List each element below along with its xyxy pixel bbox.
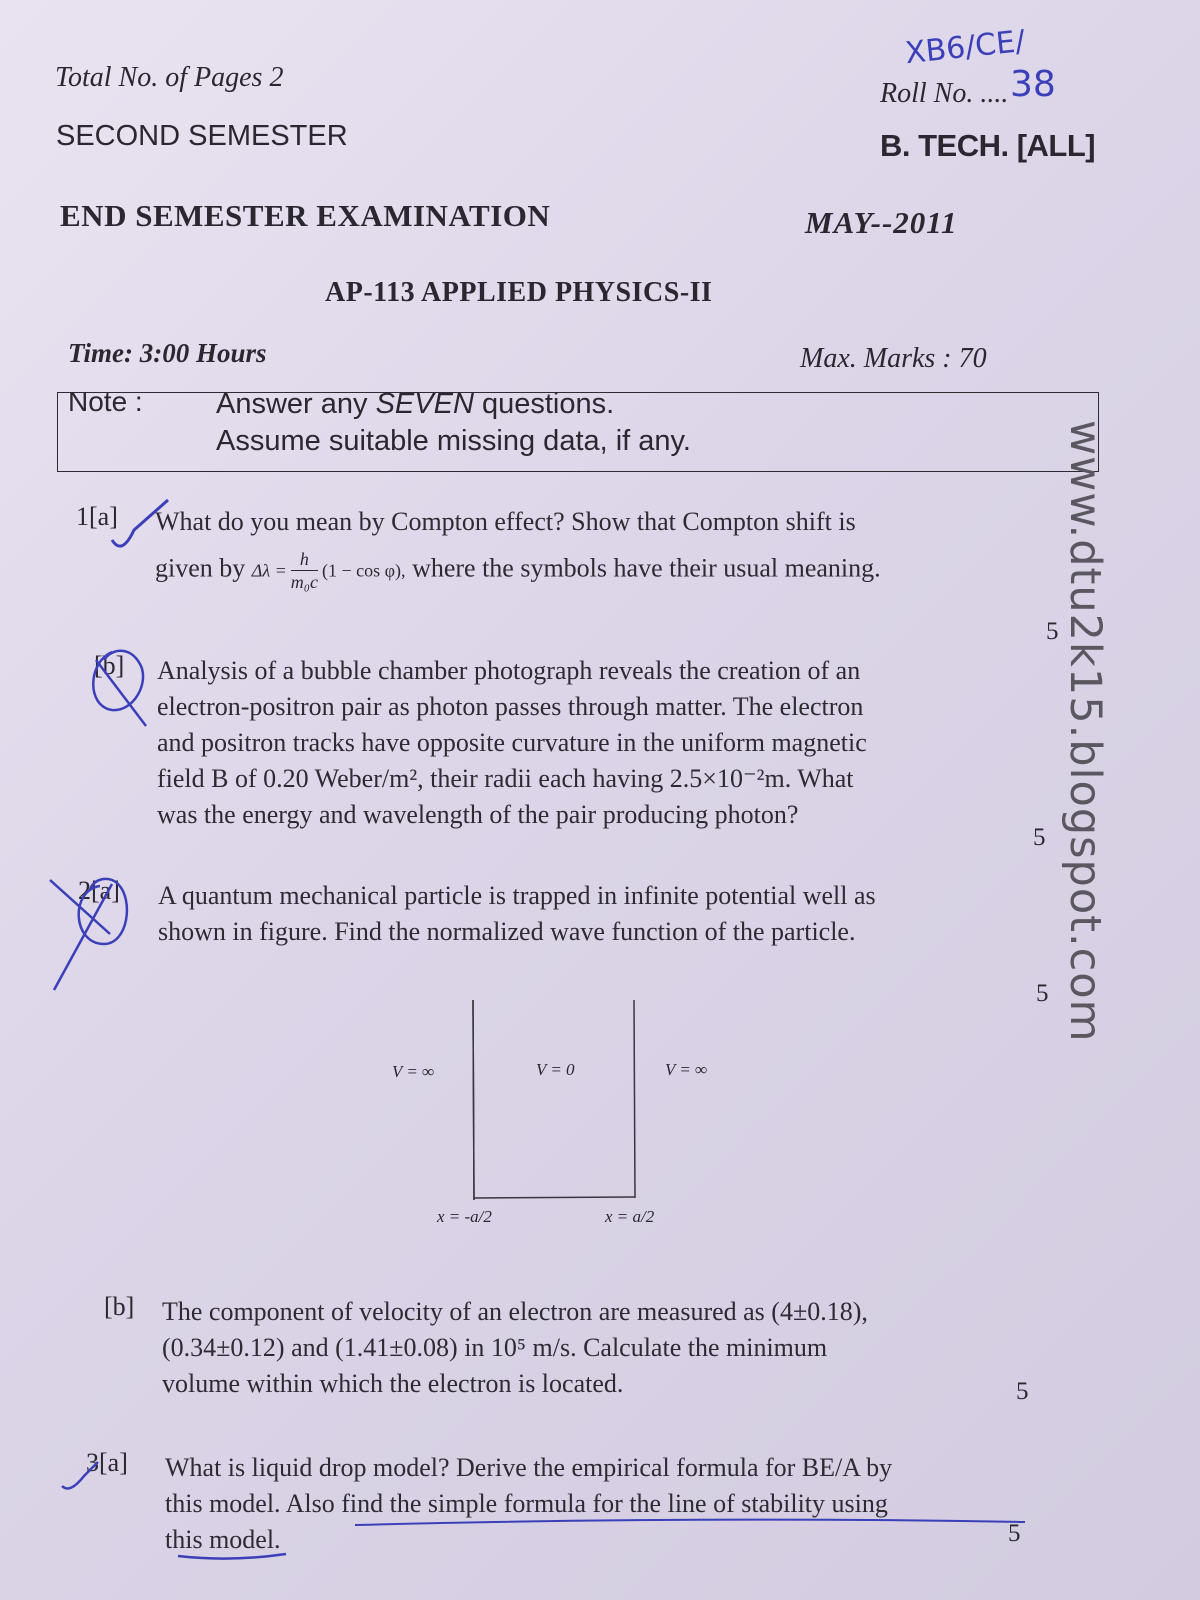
label-x-right: x = a/2 bbox=[605, 1207, 655, 1226]
question-2a-line: shown in figure. Find the normalized wave function of the particle. bbox=[158, 917, 856, 946]
note-label: Note : bbox=[68, 386, 143, 417]
handwritten-class-code: XB6/CE/ bbox=[903, 23, 1027, 72]
question-1b-line: Analysis of a bubble chamber photograph reveals the creation of an bbox=[157, 656, 861, 685]
question-3a-line: What is liquid drop model? Derive the empirical formula for BE/A by bbox=[165, 1453, 893, 1482]
handwritten-roll-number: 38 bbox=[1010, 64, 1056, 105]
question-2a-number: 2[a] bbox=[78, 876, 120, 905]
note-line-1-suffix: questions. bbox=[473, 388, 615, 420]
program: B. TECH. [ALL] bbox=[880, 128, 1096, 163]
exam-date: MAY--2011 bbox=[805, 205, 958, 240]
question-3a-number: 3[a] bbox=[86, 1448, 128, 1477]
question-1a-marks: 5 bbox=[1046, 618, 1059, 645]
question-2b-line: volume within which the electron is located. bbox=[162, 1369, 624, 1398]
question-1b-line: electron-positron pair as photon passes through matter. The electron bbox=[157, 692, 864, 721]
note-line-2: Assume suitable missing data, if any. bbox=[216, 425, 691, 457]
formula-lhs: Δλ = bbox=[251, 560, 287, 581]
blog-watermark: www.dtu2k15.blogspot.com bbox=[1060, 420, 1110, 1043]
underline-q3a bbox=[355, 1520, 1025, 1525]
underline-this-model bbox=[178, 1554, 286, 1559]
question-1a-suffix: where the symbols have their usual meaning. bbox=[405, 553, 881, 583]
tick-mark-q1a bbox=[112, 500, 168, 546]
formula-denominator: m₀c bbox=[290, 572, 319, 592]
tick-mark-q3a bbox=[62, 1462, 98, 1488]
label-well-potential: V = 0 bbox=[536, 1060, 575, 1079]
formula-numerator: h bbox=[291, 548, 318, 571]
time-allowed: Time: 3:00 Hours bbox=[68, 338, 267, 368]
label-left-potential: V = ∞ bbox=[392, 1062, 435, 1081]
question-3a-line: this model. bbox=[165, 1525, 281, 1554]
circle-mark-q1b bbox=[93, 651, 143, 710]
total-pages: Total No. of Pages 2 bbox=[55, 62, 284, 93]
question-2b-marks: 5 bbox=[1016, 1378, 1029, 1405]
question-2b-line: The component of velocity of an electron are measured as (4±0.18), bbox=[162, 1297, 868, 1326]
question-2b-line: (0.34±0.12) and (1.41±0.08) in 10⁵ m/s. Calculate the minimum bbox=[162, 1333, 828, 1362]
question-1a-prefix: given by bbox=[155, 553, 252, 583]
question-1b-marks: 5 bbox=[1033, 824, 1046, 851]
note-line-1-prefix: Answer any bbox=[216, 388, 376, 420]
semester: SECOND SEMESTER bbox=[56, 120, 348, 152]
roll-no-label: Roll No. .... bbox=[880, 78, 1009, 109]
exam-title: END SEMESTER EXAMINATION bbox=[60, 198, 551, 233]
question-2a-marks: 5 bbox=[1036, 980, 1049, 1007]
question-3a-line: this model. Also find the simple formula for the line of stability using bbox=[165, 1489, 888, 1518]
question-1b-line: and positron tracks have opposite curvature in the uniform magnetic bbox=[157, 728, 867, 757]
note-emphasis: SEVEN bbox=[375, 388, 474, 420]
question-1b-line: was the energy and wavelength of the pair producing photon? bbox=[157, 800, 799, 829]
question-2b-number: [b] bbox=[104, 1292, 135, 1321]
label-x-left: x = -a/2 bbox=[437, 1207, 492, 1226]
question-3a-marks: 5 bbox=[1008, 1520, 1021, 1547]
label-right-potential: V = ∞ bbox=[665, 1060, 708, 1079]
course-title: AP-113 APPLIED PHYSICS-II bbox=[325, 277, 713, 308]
question-1a-number: 1[a] bbox=[76, 502, 118, 531]
question-1a-line-1: What do you mean by Compton effect? Show that Compton shift is bbox=[155, 507, 856, 536]
question-1b-line: field B of 0.20 Weber/m², their radii each having 2.5×10⁻²m. What bbox=[157, 764, 854, 793]
roll-ink-guide bbox=[900, 93, 1050, 97]
max-marks: Max. Marks : 70 bbox=[800, 343, 987, 374]
formula-rhs: (1 − cos φ), bbox=[322, 560, 406, 581]
question-1b-number: [b] bbox=[94, 651, 125, 680]
question-2a-line: A quantum mechanical particle is trapped in infinite potential well as bbox=[158, 881, 876, 910]
cross-mark-q2a bbox=[50, 880, 112, 990]
